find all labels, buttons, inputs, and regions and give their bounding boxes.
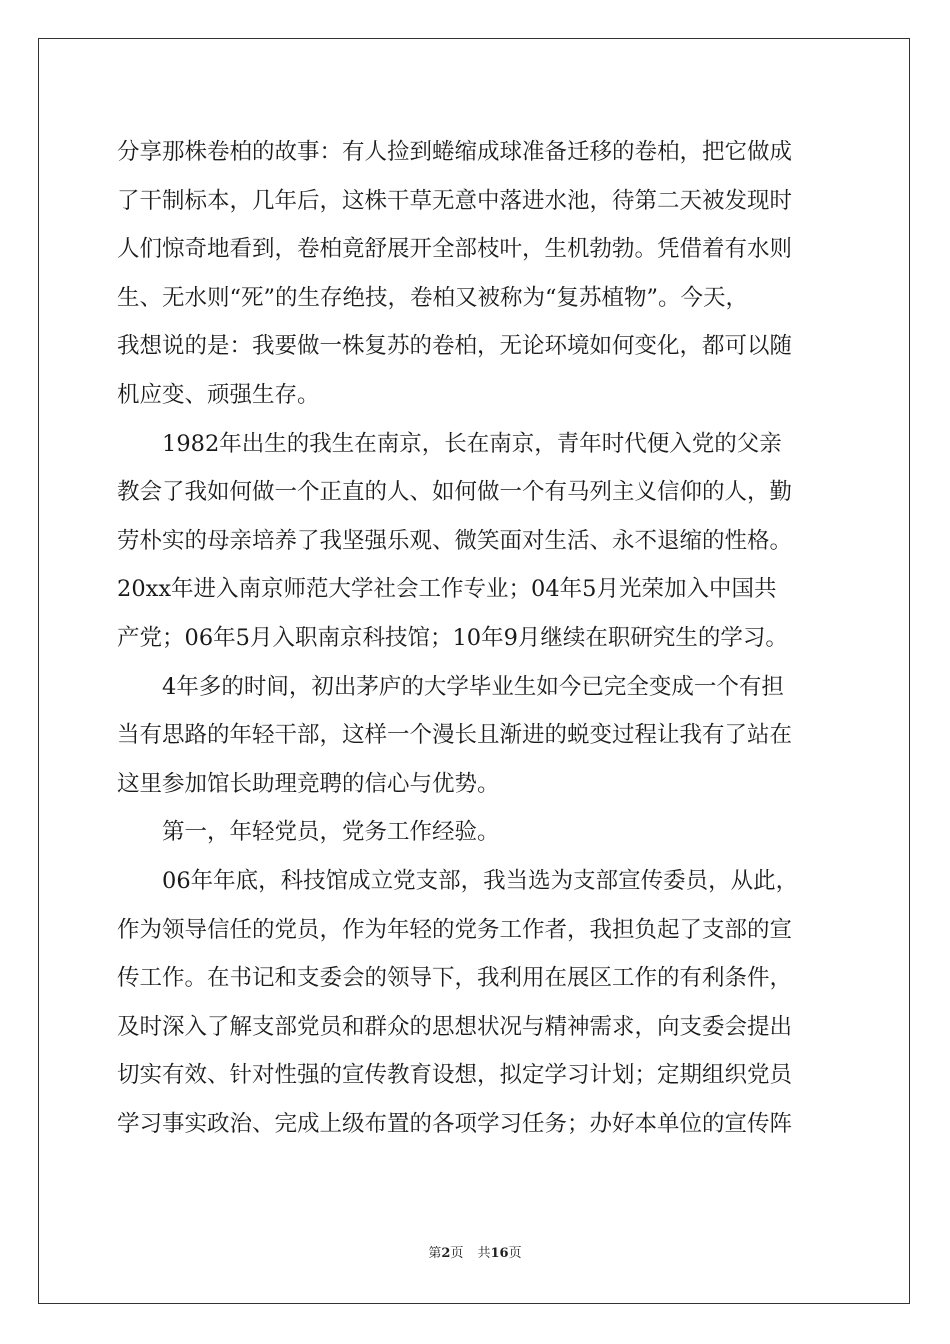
page-footer: [0, 1244, 950, 1264]
text-line: 生、无水则“死”的生存绝技，卷柏又被称为“复苏植物”。今天，: [117, 284, 749, 311]
text-line: 20xx年进入南京师范大学社会工作专业；04年5月光荣加入中国共: [117, 576, 777, 603]
text-line: 教会了我如何做一个正直的人、如何做一个有马列主义信仰的人，勤: [117, 479, 793, 506]
text-line: 分享那株卷柏的故事：有人捡到蜷缩成球准备迁移的卷柏，把它做成: [117, 139, 793, 165]
text-line: 06年年底，科技馆成立党支部，我当选为支部宣传委员，从此，: [162, 867, 799, 894]
text-line: 学习事实政治、完成上级布置的各项学习任务；办好本单位的宣传阵: [117, 1110, 793, 1137]
document-body: [117, 128, 837, 1148]
text-line: 机应变、顽强生存。: [117, 381, 320, 408]
total-page-count: 16: [490, 1246, 509, 1261]
text-line: 这里参加馆长助理竞聘的信心与优势。: [117, 770, 500, 797]
text-line: 传工作。在书记和支委会的领导下，我利用在展区工作的有利条件，: [117, 965, 793, 992]
total-label-prefix: 共: [477, 1246, 491, 1261]
text-line: 我想说的是：我要做一株复苏的卷柏，无论环境如何变化，都可以随: [117, 333, 793, 360]
page-label-suffix: 页: [450, 1246, 464, 1261]
text-line: 劳朴实的母亲培养了我坚强乐观、微笑面对生活、永不退缩的性格。: [117, 527, 793, 554]
current-page-number: 2: [441, 1246, 451, 1261]
text-line: 当有思路的年轻干部，这样一个漫长且渐进的蜕变过程让我有了站在: [117, 722, 793, 749]
text-line: 作为领导信任的党员，作为年轻的党务工作者，我担负起了支部的宣: [117, 916, 793, 943]
text-line: 及时深入了解支部党员和群众的思想状况与精神需求，向支委会提出: [117, 1013, 793, 1040]
text-line: 了干制标本，几年后，这株干草无意中落进水池，待第二天被发现时: [117, 187, 793, 214]
text-line: 切实有效、针对性强的宣传教育设想，拟定学习计划；定期组织党员: [117, 1062, 793, 1089]
text-line: 4年多的时间，初出茅庐的大学毕业生如今已完全变成一个有担: [162, 673, 784, 700]
text-line: 产党；06年5月入职南京科技馆；10年9月继续在职研究生的学习。: [117, 624, 788, 651]
page-label-prefix: 第: [428, 1246, 442, 1261]
text-line: 人们惊奇地看到，卷柏竟舒展开全部枝叶，生机勃勃。凭借着有水则: [117, 236, 793, 263]
text-line: 1982年出生的我生在南京，长在南京，青年时代便入党的父亲: [162, 430, 782, 457]
section-heading: 第一，年轻党员，党务工作经验。: [162, 819, 500, 846]
total-label-suffix: 页: [508, 1246, 522, 1261]
